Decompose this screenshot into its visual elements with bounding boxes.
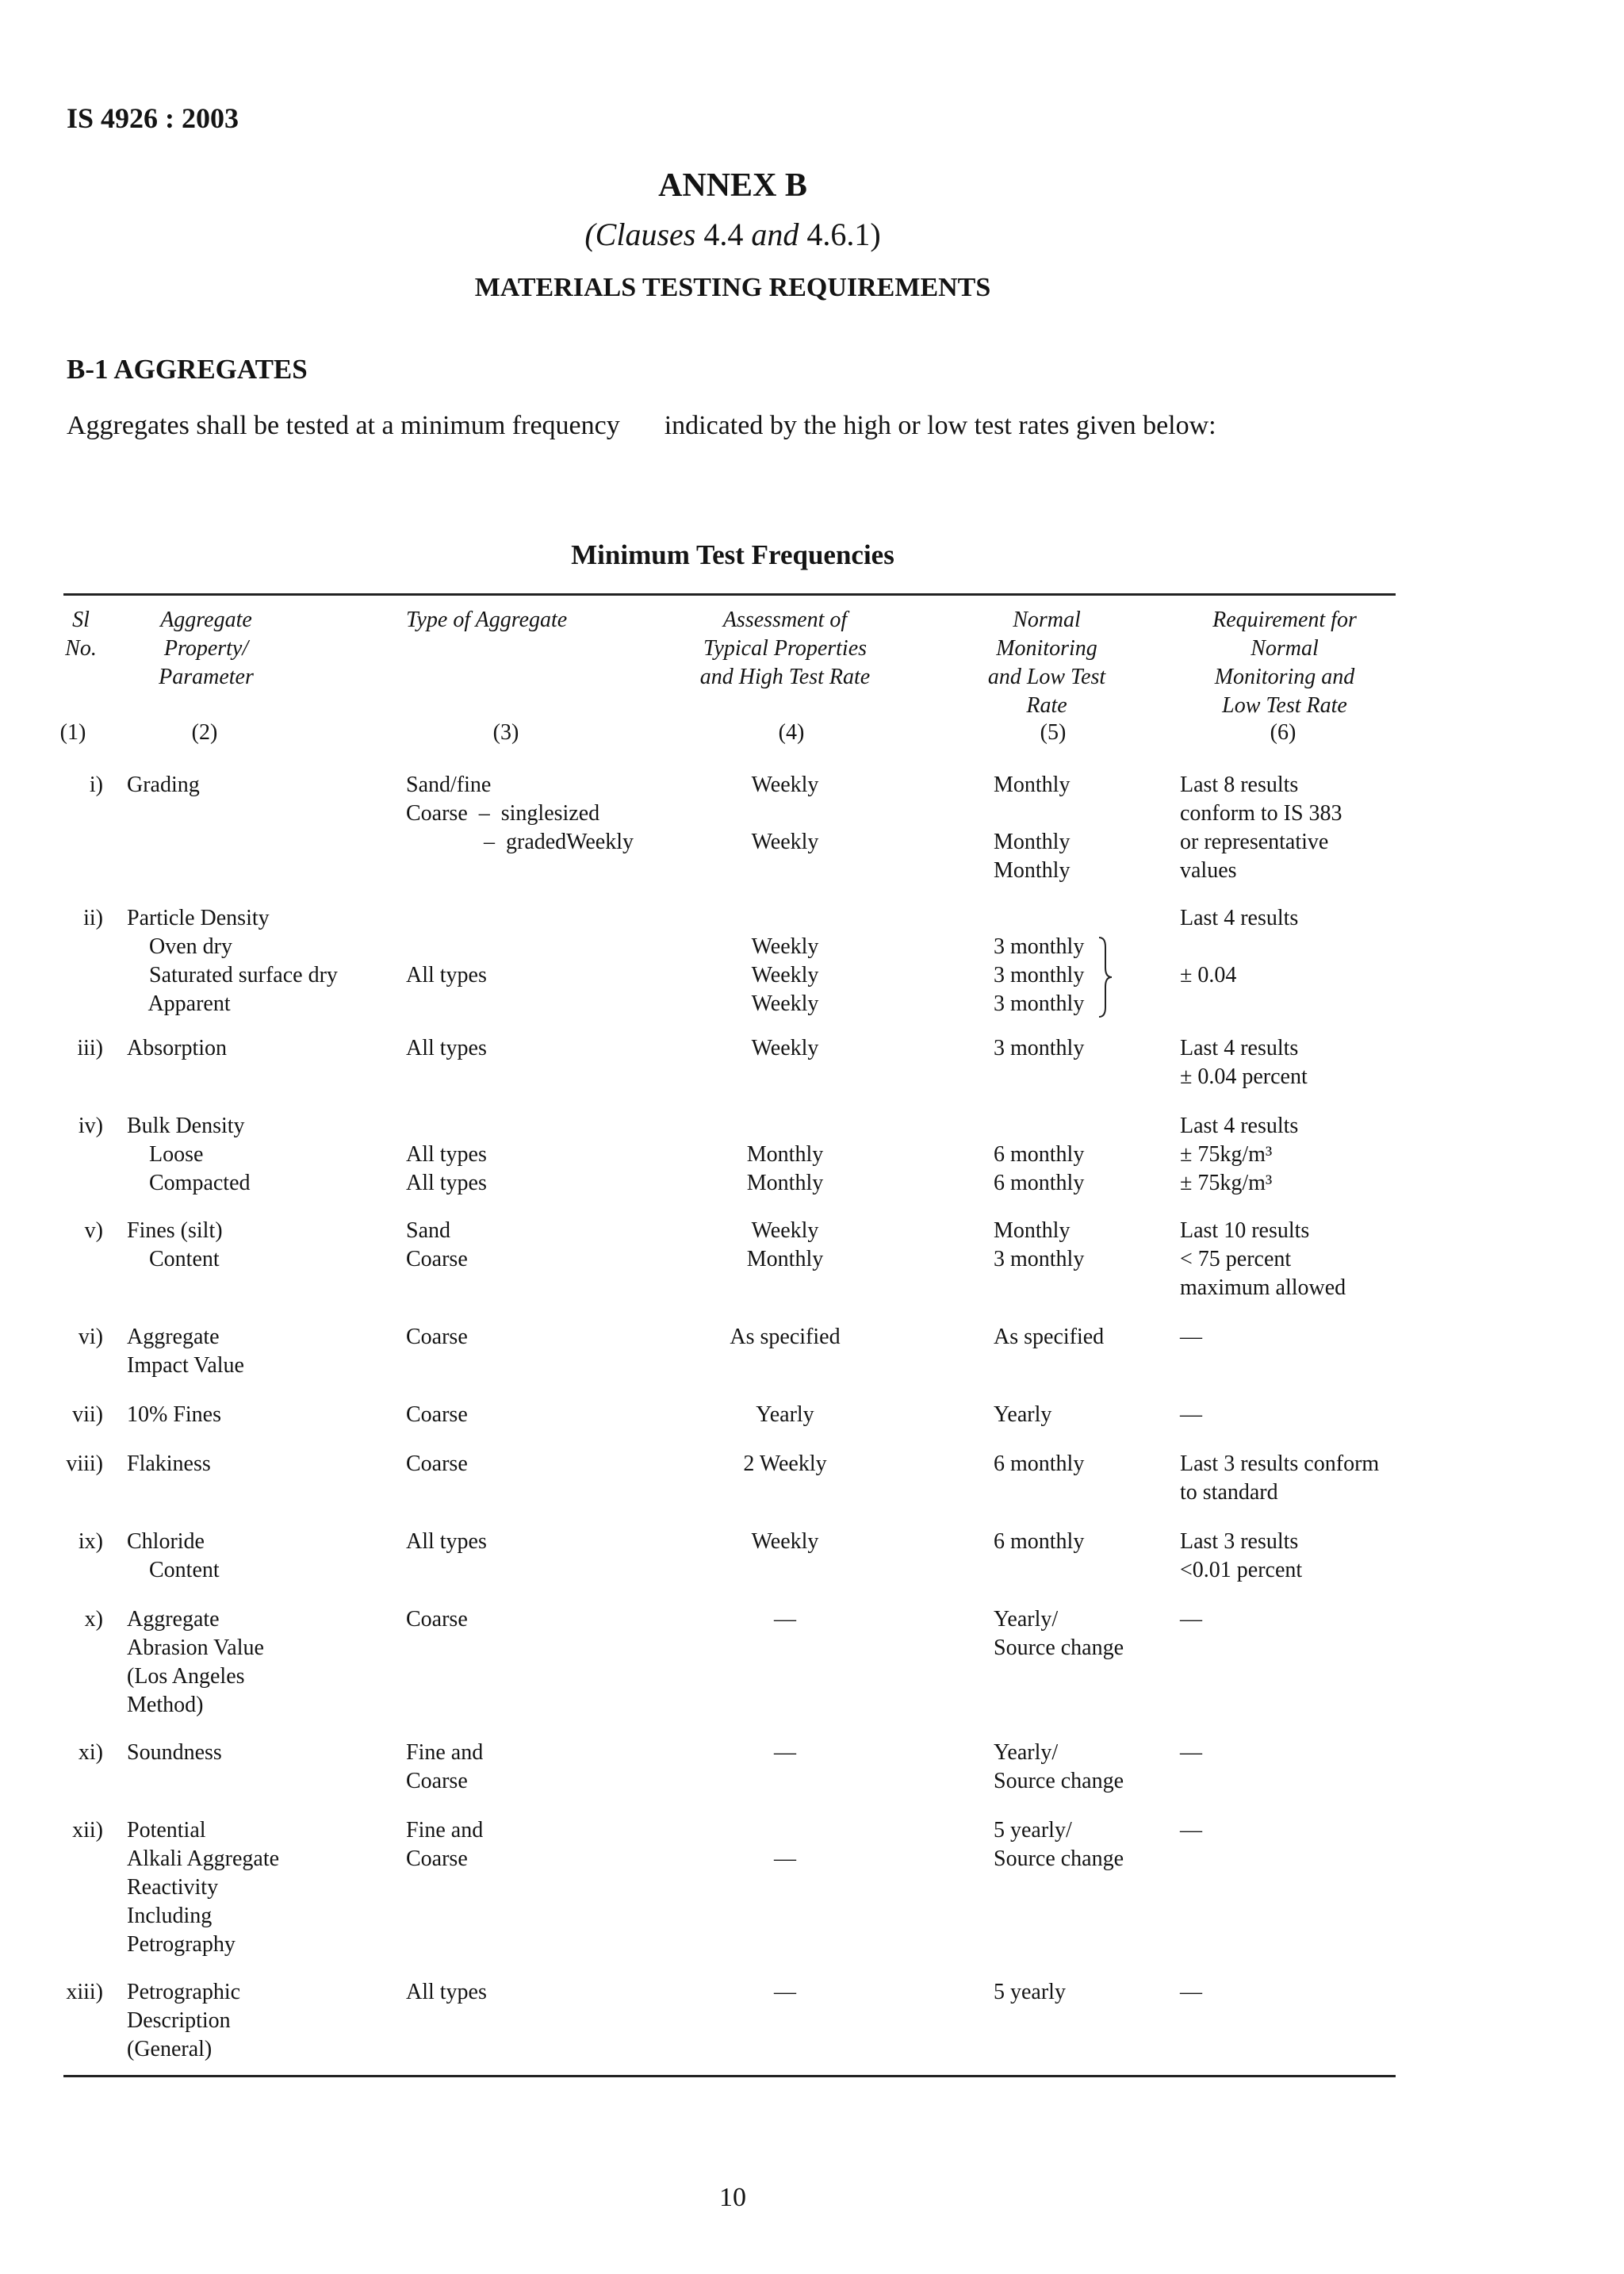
row-low-test-rate: 6 monthly bbox=[994, 1529, 1085, 1554]
column-number: (6) bbox=[1270, 720, 1297, 745]
section-heading: B-1 AGGREGATES bbox=[67, 354, 308, 385]
row-aggregate-type: Sand Coarse bbox=[406, 1218, 468, 1271]
column-number: (4) bbox=[778, 720, 805, 745]
clauses-prefix: (Clauses bbox=[584, 217, 696, 252]
intro-part-b: indicated by the high or low test rates given below: bbox=[664, 411, 1216, 440]
section-intro bbox=[67, 411, 1216, 441]
row-requirement: — bbox=[1180, 1740, 1202, 1765]
row-high-test-rate: Weekly bbox=[751, 1529, 819, 1554]
row-high-test-rate: — bbox=[774, 1846, 796, 1871]
row-aggregate-type: Coarse bbox=[406, 1402, 468, 1427]
column-header: Sl No. bbox=[65, 608, 97, 661]
row-high-test-rate: — bbox=[774, 1980, 796, 2004]
row-sl-number: iii) bbox=[77, 1036, 103, 1060]
row-aggregate-type: All types bbox=[406, 1036, 487, 1060]
annex-clauses bbox=[0, 216, 1465, 253]
row-sl-number: x) bbox=[84, 1607, 103, 1632]
row-requirement: Last 10 results < 75 percent maximum allowed bbox=[1180, 1218, 1346, 1300]
row-requirement: — bbox=[1180, 1818, 1202, 1843]
row-low-test-rate: Yearly/ Source change bbox=[994, 1740, 1124, 1793]
row-sl-number: iv) bbox=[78, 1114, 103, 1138]
row-low-test-rate: 6 monthly bbox=[994, 1451, 1085, 1476]
row-aggregate-type: All types bbox=[406, 1980, 487, 2004]
row-low-test-rate: Yearly bbox=[994, 1402, 1052, 1427]
row-high-test-rate: Yearly bbox=[756, 1402, 814, 1427]
row-aggregate-type: Coarse bbox=[406, 1607, 468, 1632]
row-aggregate-type: Fine and Coarse bbox=[406, 1818, 484, 1871]
column-header: Requirement for Normal Monitoring and Low Test Rate bbox=[1212, 608, 1357, 718]
row-property: Soundness bbox=[127, 1740, 222, 1765]
row-property: Potential Alkali Aggregate Reactivity Including Petrography bbox=[127, 1818, 280, 1957]
row-property: Aggregate Abrasion Value (Los Angeles Method) bbox=[127, 1607, 264, 1717]
row-sl-number: xiii) bbox=[66, 1980, 103, 2004]
row-high-test-rate: Weekly Weekly bbox=[751, 773, 819, 854]
row-low-test-rate: As specified bbox=[994, 1325, 1105, 1349]
row-high-test-rate: Weekly Monthly bbox=[746, 1218, 824, 1271]
row-high-test-rate: Weekly bbox=[751, 1036, 819, 1060]
clause-b: 4.6.1) bbox=[806, 217, 881, 252]
row-requirement: — bbox=[1180, 1980, 1202, 2004]
row-low-test-rate: Yearly/ Source change bbox=[994, 1607, 1124, 1660]
row-aggregate-type: Coarse bbox=[406, 1325, 468, 1349]
row-sl-number: xii) bbox=[72, 1818, 103, 1843]
row-low-test-rate: 5 yearly bbox=[994, 1980, 1066, 2004]
row-property: Grading bbox=[127, 773, 200, 797]
row-high-test-rate: Weekly Weekly Weekly bbox=[751, 934, 819, 1016]
row-high-test-rate: — bbox=[774, 1607, 796, 1632]
row-property: Particle Density Oven dry Saturated surface dry Apparent bbox=[127, 906, 338, 1016]
standard-number: IS 4926 : 2003 bbox=[67, 102, 239, 134]
row-property: Fines (silt) Content bbox=[127, 1218, 223, 1271]
row-property: Bulk Density Loose Compacted bbox=[127, 1114, 251, 1195]
clause-a: 4.4 bbox=[703, 217, 744, 252]
row-sl-number: vii) bbox=[72, 1402, 103, 1427]
intro-part-a: Aggregates shall be tested at a minimum frequency bbox=[67, 411, 620, 440]
column-number: (2) bbox=[191, 720, 218, 745]
column-number: (1) bbox=[59, 720, 86, 745]
row-requirement: Last 8 results conform to IS 383 or representative values bbox=[1180, 773, 1342, 883]
column-header: Type of Aggregate bbox=[406, 608, 568, 632]
row-property: Aggregate Impact Value bbox=[127, 1325, 244, 1378]
row-requirement: Last 3 results <0.01 percent bbox=[1180, 1529, 1303, 1582]
row-high-test-rate: 2 Weekly bbox=[743, 1451, 827, 1476]
clauses-and: and bbox=[751, 217, 799, 252]
row-low-test-rate: Monthly Monthly Monthly bbox=[994, 773, 1071, 883]
row-high-test-rate: As specified bbox=[730, 1325, 841, 1349]
row-sl-number: xi) bbox=[78, 1740, 103, 1765]
column-header: Assessment of Typical Properties and High Test Rate bbox=[699, 608, 871, 689]
row-aggregate-type: Fine and Coarse bbox=[406, 1740, 484, 1793]
column-header: Aggregate Property/ Parameter bbox=[159, 608, 254, 689]
row-aggregate-type: Coarse bbox=[406, 1451, 468, 1476]
row-low-test-rate: 6 monthly 6 monthly bbox=[994, 1142, 1085, 1195]
annex-subtitle: MATERIALS TESTING REQUIREMENTS bbox=[474, 273, 991, 302]
row-low-test-rate: 3 monthly bbox=[994, 1036, 1085, 1060]
row-high-test-rate: Monthly Monthly bbox=[746, 1142, 824, 1195]
row-sl-number: viii) bbox=[66, 1451, 103, 1476]
row-aggregate-type: All types All types bbox=[406, 1142, 487, 1195]
row-sl-number: ix) bbox=[78, 1529, 103, 1554]
column-number: (3) bbox=[492, 720, 519, 745]
row-requirement: — bbox=[1180, 1607, 1202, 1632]
column-header: Normal Monitoring and Low Test Rate bbox=[987, 608, 1106, 718]
row-aggregate-type: Sand/fine Coarse – singlesized – gradedWeekly bbox=[406, 773, 634, 854]
row-requirement: Last 4 results ± 0.04 bbox=[1180, 906, 1299, 987]
row-property: Absorption bbox=[127, 1036, 227, 1060]
table-bottom-rule bbox=[63, 2075, 1396, 2077]
row-property: Chloride Content bbox=[127, 1529, 220, 1582]
row-sl-number: ii) bbox=[83, 906, 103, 930]
table-title: Minimum Test Frequencies bbox=[571, 539, 894, 570]
row-property: 10% Fines bbox=[127, 1402, 221, 1427]
row-requirement: — bbox=[1180, 1402, 1202, 1427]
row-high-test-rate: — bbox=[774, 1740, 796, 1765]
row-aggregate-type: All types bbox=[406, 1529, 487, 1554]
table-top-rule bbox=[63, 593, 1396, 596]
row-low-test-rate: Monthly 3 monthly bbox=[994, 1218, 1085, 1271]
row-requirement: — bbox=[1180, 1325, 1202, 1349]
row-property: Petrographic Description (General) bbox=[127, 1980, 241, 2061]
row-sl-number: vi) bbox=[78, 1325, 103, 1349]
row-requirement: Last 4 results ± 0.04 percent bbox=[1180, 1036, 1308, 1089]
row-low-test-rate: 3 monthly 3 monthly 3 monthly bbox=[994, 934, 1085, 1016]
row-low-test-rate: 5 yearly/ Source change bbox=[994, 1818, 1124, 1871]
column-number: (5) bbox=[1040, 720, 1067, 745]
row-property: Flakiness bbox=[127, 1451, 211, 1476]
annex-title: ANNEX B bbox=[658, 167, 807, 204]
row-requirement: Last 4 results ± 75kg/m³ ± 75kg/m³ bbox=[1180, 1114, 1299, 1195]
brace-icon bbox=[1097, 936, 1113, 1018]
row-requirement: Last 3 results conform to standard bbox=[1180, 1451, 1380, 1505]
row-aggregate-type: All types bbox=[406, 963, 487, 987]
page-number: 10 bbox=[719, 2183, 746, 2212]
row-sl-number: v) bbox=[84, 1218, 103, 1243]
row-sl-number: i) bbox=[89, 773, 103, 797]
